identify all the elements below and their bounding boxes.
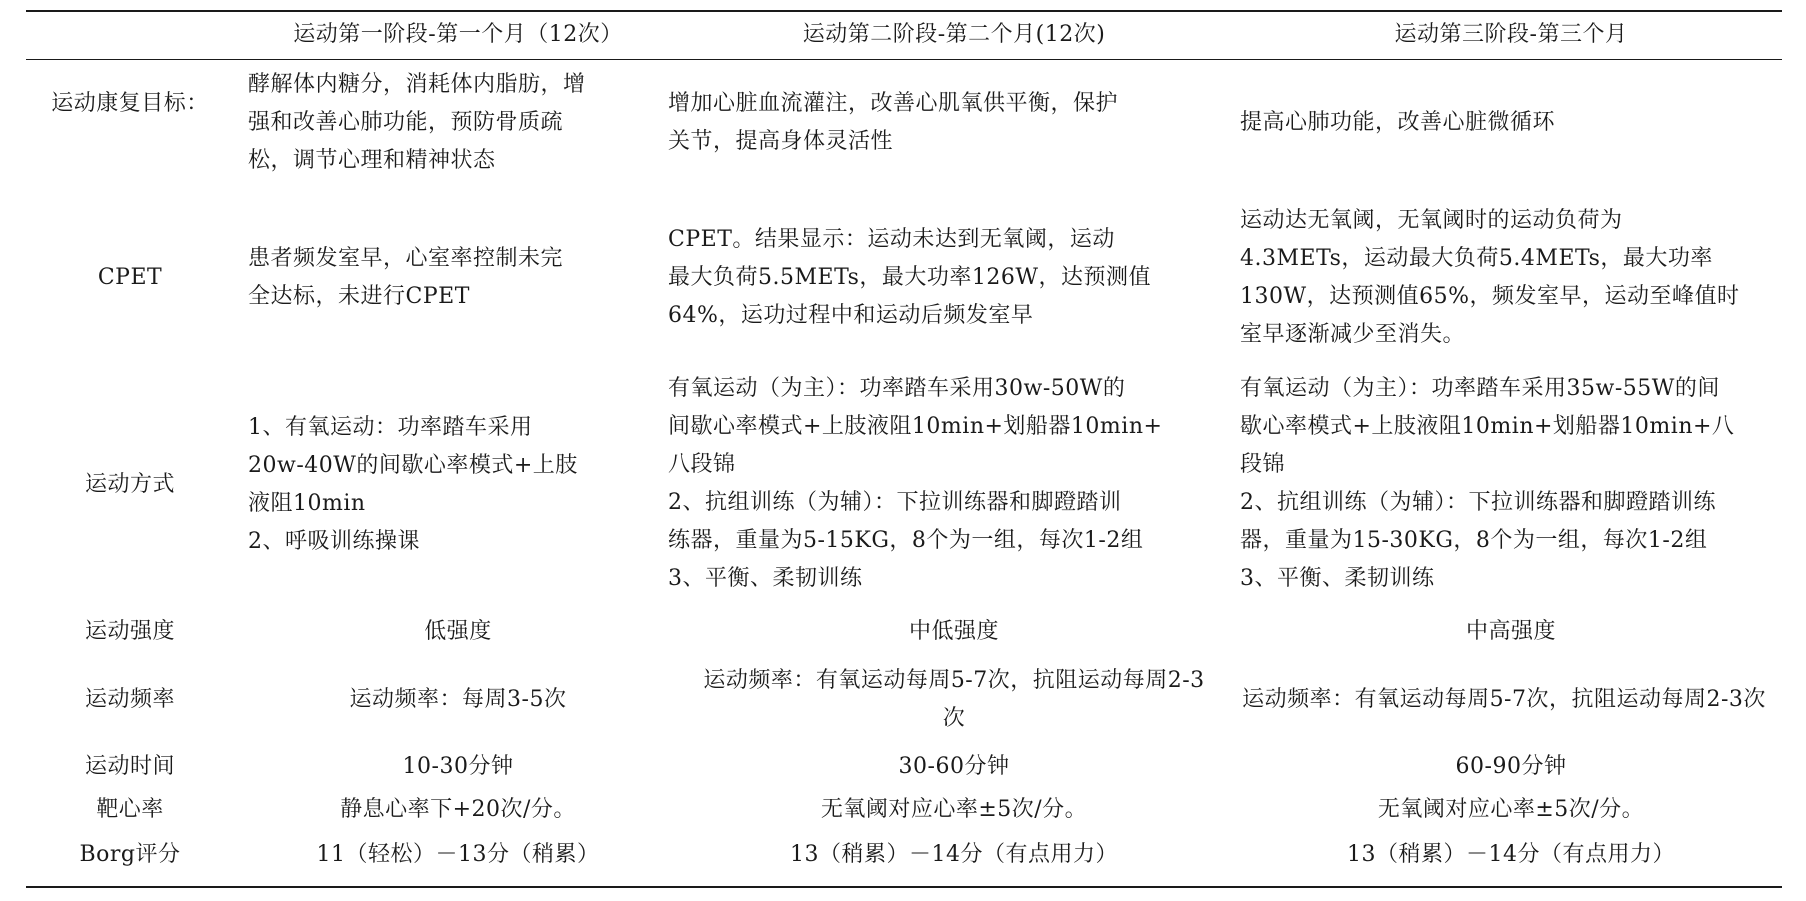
method-stage-3 [1240, 370, 1782, 598]
frequency-stage-3: 运动频率：有氧运动每周5-7次，抗阻运动每周2-3次 [1242, 687, 1766, 712]
frequency-stage-2-line: 次 [942, 706, 966, 731]
method-stage-3-line: 有氧运动（为主）：功率踏车采用35w-55W的间 [1240, 376, 1720, 401]
method-stage-3-line: 器，重量为15-30KG，8个为一组，每次1-2组 [1240, 528, 1708, 553]
method-stage-3-line: 2、抗组训练（为辅）：下拉训练器和脚蹬踏训练 [1240, 490, 1716, 515]
goal-stage-3-line: 提高心肺功能，改善心脏微循环 [1240, 110, 1556, 135]
method-stage-2-line: 2、抗组训练（为辅）：下拉训练器和脚蹬踏训 [668, 490, 1122, 515]
cpet-stage-2 [668, 221, 1240, 335]
intensity-stage-2: 中低强度 [908, 619, 999, 644]
header-stage-2: 运动第二阶段-第二个月(12次) [802, 22, 1106, 47]
method-stage-1-line: 20w-40W的间歇心率模式+上肢 [248, 453, 578, 478]
method-stage-2-line: 3、平衡、柔韧训练 [668, 566, 863, 591]
method-stage-1-line: 液阻10min [248, 491, 366, 516]
time-stage-3: 60-90分钟 [1455, 754, 1567, 779]
method-stage-3-line: 歇心率模式+上肢液阻10min+划船器10min+八 [1240, 414, 1735, 439]
method-stage-2-line: 间歇心率模式+上肢液阻10min+划船器10min+ [668, 414, 1163, 439]
target-hr-stage-1: 静息心率下+20次/分。 [340, 797, 576, 822]
frequency-stage-2 [654, 662, 1254, 738]
method-stage-3-line: 段锦 [1240, 452, 1286, 477]
frequency-stage-1: 运动频率：每周3-5次 [349, 687, 567, 712]
goal-stage-3 [1240, 104, 1782, 142]
goal-stage-2-line: 增加心脏血流灌注，改善心肌氧供平衡，保护 [668, 91, 1119, 116]
cpet-stage-3-line: 运动达无氧阈，无氧阈时的运动负荷为 [1240, 208, 1623, 233]
header-stage-1: 运动第一阶段-第一个月（12次） [293, 22, 623, 47]
cpet-stage-1-line: 全达标，未进行CPET [248, 284, 470, 309]
cpet-stage-2-line: 最大负荷5.5METs，最大功率126W，达预测值 [668, 265, 1152, 290]
target-hr-stage-2: 无氧阈对应心率±5次/分。 [820, 797, 1088, 822]
borg-stage-3: 13（稍累）－14分（有点用力） [1347, 842, 1675, 867]
target-hr-stage-3: 无氧阈对应心率±5次/分。 [1377, 797, 1645, 822]
borg-stage-2: 13（稍累）－14分（有点用力） [790, 842, 1118, 867]
goal-stage-2 [668, 85, 1240, 161]
method-stage-1 [248, 409, 668, 561]
table-top-rule [26, 10, 1782, 12]
goal-stage-1-line: 松，调节心理和精神状态 [248, 148, 496, 173]
cpet-stage-1-line: 患者频发室早，心室率控制未完 [248, 246, 564, 271]
exercise-plan-table [26, 10, 1782, 888]
table-bottom-rule [26, 886, 1782, 888]
row-label-time: 运动时间 [84, 754, 175, 779]
intensity-stage-3: 中高强度 [1465, 619, 1556, 644]
method-stage-2 [668, 370, 1240, 598]
row-label-frequency: 运动频率 [84, 687, 175, 712]
method-stage-1-line: 2、呼吸训练操课 [248, 529, 420, 554]
method-stage-2-line: 八段锦 [668, 452, 736, 477]
row-label-goal: 运动康复目标： [51, 91, 209, 116]
table-header-rule [26, 59, 1782, 60]
cpet-stage-1 [248, 240, 668, 316]
cpet-stage-2-line: CPET。结果显示：运动未达到无氧阈，运动 [668, 227, 1115, 252]
cpet-stage-3 [1240, 202, 1782, 354]
row-label-intensity: 运动强度 [84, 619, 175, 644]
intensity-stage-1: 低强度 [424, 619, 492, 644]
goal-stage-1-line: 酵解体内糖分，消耗体内脂肪，增 [248, 72, 586, 97]
goal-stage-2-line: 关节，提高身体灵活性 [668, 129, 894, 154]
method-stage-2-line: 练器，重量为5-15KG，8个为一组，每次1-2组 [668, 528, 1144, 553]
cpet-stage-2-line: 64%，运功过程中和运动后频发室早 [668, 303, 1034, 328]
cpet-stage-3-line: 130W，达预测值65%，频发室早，运动至峰值时 [1240, 284, 1740, 309]
row-label-borg: Borg评分 [79, 842, 181, 867]
row-label-target-heart-rate: 靶心率 [96, 797, 164, 822]
cpet-stage-3-line: 4.3METs，运动最大负荷5.4METs，最大功率 [1240, 246, 1713, 271]
header-stage-3: 运动第三阶段-第三个月 [1394, 22, 1628, 47]
frequency-stage-2-line: 运动频率：有氧运动每周5-7次，抗阻运动每周2-3 [703, 668, 1205, 693]
time-stage-1: 10-30分钟 [402, 754, 514, 779]
row-label-cpet: CPET [97, 265, 163, 290]
goal-stage-1 [248, 66, 668, 180]
method-stage-2-line: 有氧运动（为主）：功率踏车采用30w-50W的 [668, 376, 1126, 401]
cpet-stage-3-line: 室早逐渐减少至消失。 [1240, 322, 1466, 347]
borg-stage-1: 11（轻松）－13分（稍累） [316, 842, 600, 867]
row-label-method: 运动方式 [84, 472, 175, 497]
method-stage-1-line: 1、有氧运动：功率踏车采用 [248, 415, 533, 440]
time-stage-2: 30-60分钟 [898, 754, 1010, 779]
goal-stage-1-line: 强和改善心肺功能，预防骨质疏 [248, 110, 564, 135]
method-stage-3-line: 3、平衡、柔韧训练 [1240, 566, 1435, 591]
